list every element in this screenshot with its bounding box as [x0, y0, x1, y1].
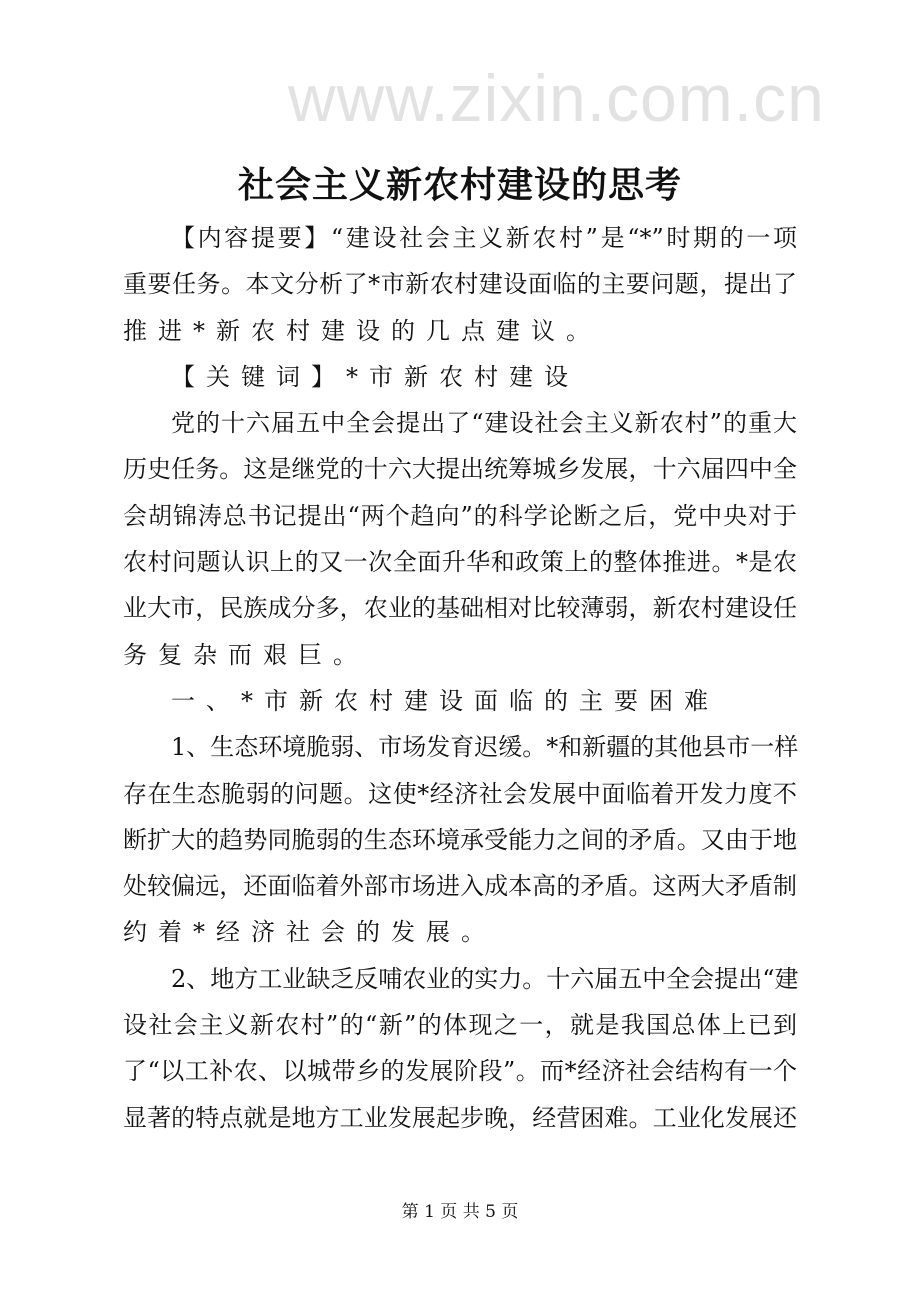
paragraph-line: 2、地方工业缺乏反哺农业的实力。十六届五中全会提出“建 [171, 964, 799, 993]
paragraph-line: 存在生态脆弱的问题。这使*经济社会发展中面临着开发力度不 [123, 779, 797, 808]
paragraph-line: 了“以工补农、以城带乡的发展阶段”。而*经济社会结构有一个 [123, 1057, 797, 1086]
paragraph-line: 务复杂而艰巨。 [123, 640, 368, 669]
paragraph-line: 设社会主义新农村”的“新”的体现之一，就是我国总体上已到 [123, 1011, 797, 1040]
paragraph-line: 业大市，民族成分多，农业的基础相对比较薄弱，新农村建设任 [123, 594, 797, 623]
document-title: 社会主义新农村建设的思考 [237, 164, 682, 206]
paragraph-line: 党的十六届五中全会提出了“建设社会主义新农村”的重大 [171, 409, 797, 438]
paragraph-line: 【内容提要】“建设社会主义新农村”是“*”时期的一项 [171, 224, 797, 252]
paragraph-line: 1、生态环境脆弱、市场发育迟缓。*和新疆的其他县市一样 [171, 733, 799, 762]
paragraph-line: 一、*市新农村建设面临的主要困难 [171, 686, 719, 715]
paragraph-line: 重要任务。本文分析了*市新农村建设面临的主要问题，提出了 [123, 270, 797, 299]
watermark: www.zixin.com.cn [288, 61, 825, 135]
paragraph-line: 约着*经济社会的发展。 [123, 918, 496, 947]
paragraph-line: 农村问题认识上的又一次全面升华和政策上的整体推进。*是农 [123, 548, 797, 577]
paragraph-line: 显著的特点就是地方工业发展起步晚，经营困难。工业化发展还 [123, 1103, 797, 1132]
paragraph-line: 历史任务。这是继党的十六大提出统筹城乡发展，十六届四中全 [123, 455, 797, 484]
paragraph-line: 处较偏远，还面临着外部市场进入成本高的矛盾。这两大矛盾制 [123, 872, 797, 901]
paragraph-line: 断扩大的趋势同脆弱的生态环境承受能力之间的矛盾。又由于地 [123, 825, 797, 854]
paragraph-line: 推进*新农村建设的几点建议。 [123, 316, 601, 345]
paragraph-line: 会胡锦涛总书记提出“两个趋向”的科学论断之后，党中央对于 [123, 501, 797, 530]
page-footer: 第 1 页 共 5 页 [401, 1202, 519, 1222]
document-body [123, 215, 797, 1141]
paragraph-line: 【关键词】*市新农村建设 [171, 362, 579, 391]
